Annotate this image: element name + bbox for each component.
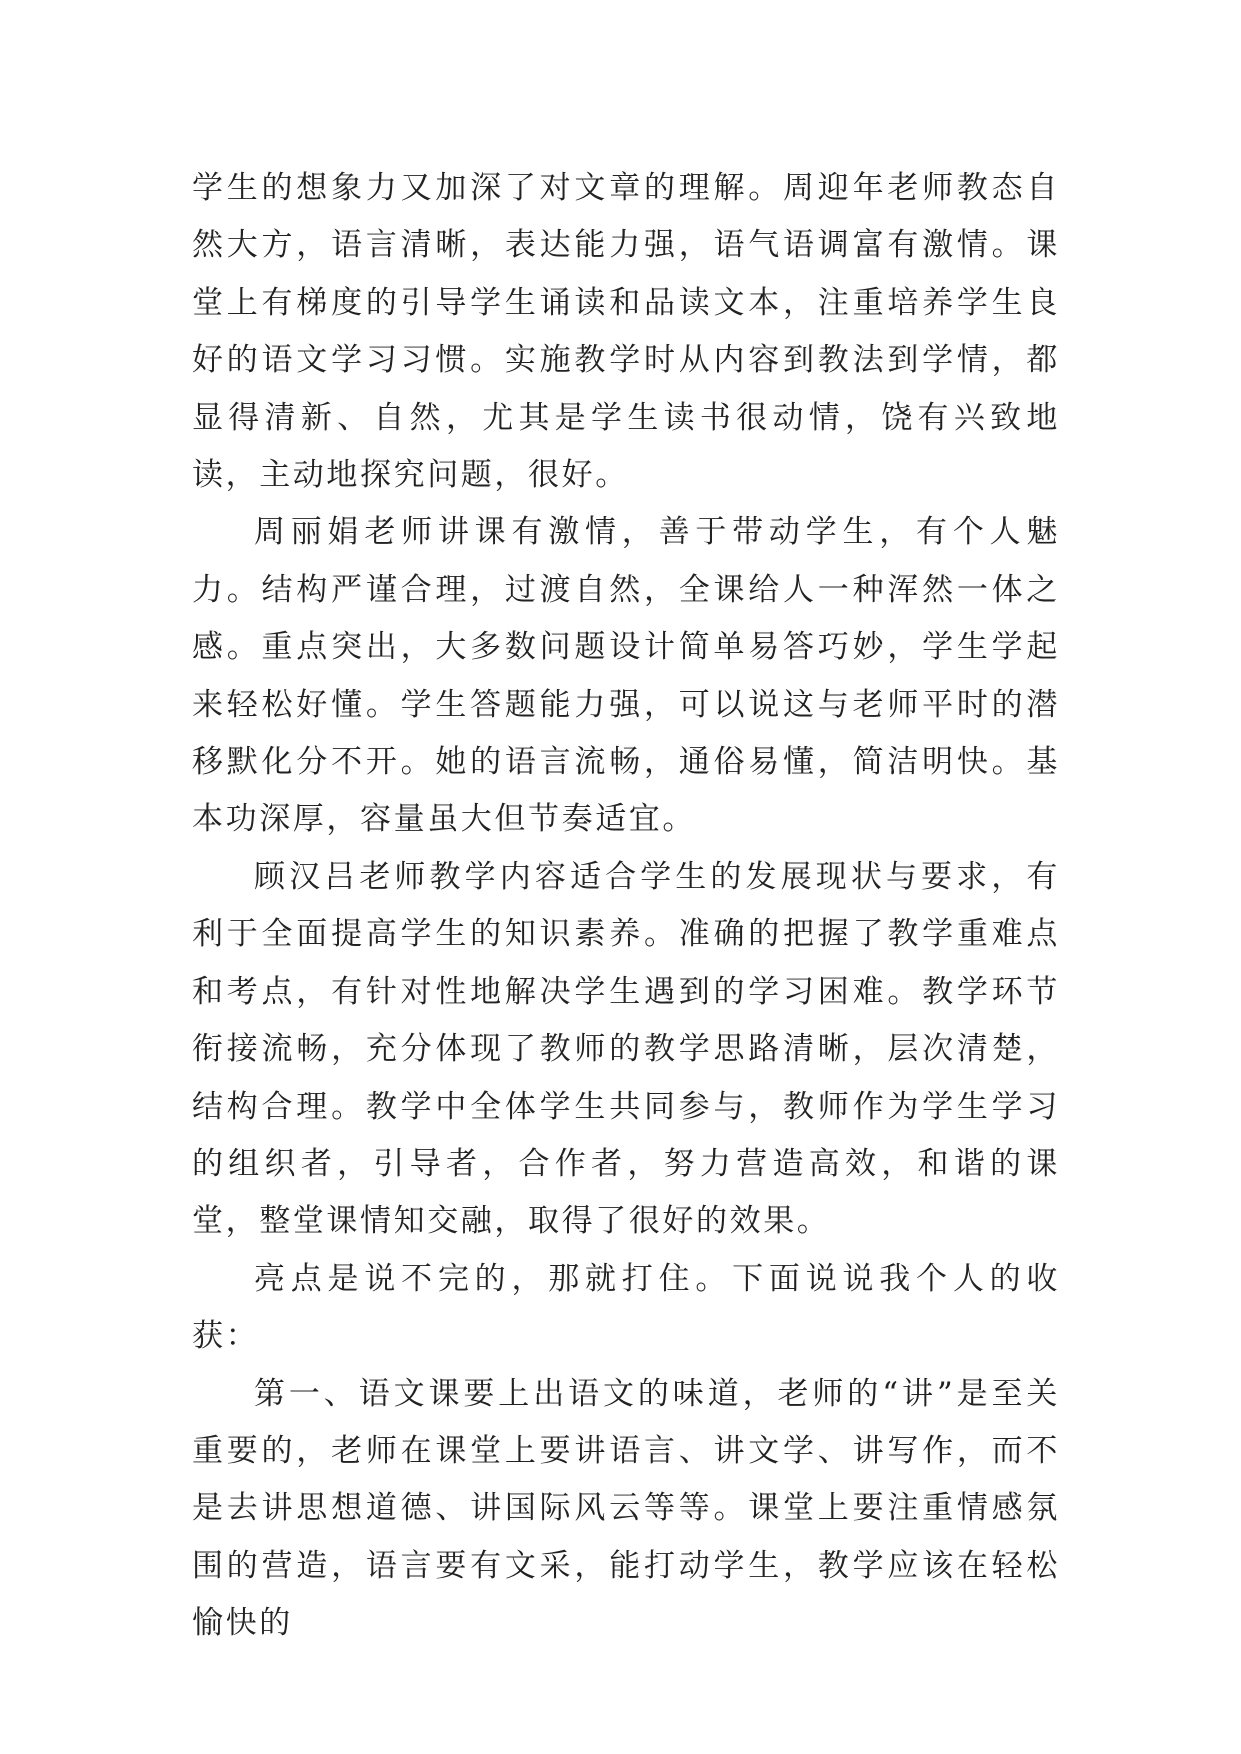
paragraph-2: 周丽娟老师讲课有激情，善于带动学生，有个人魅力。结构严谨合理，过渡自然，全课给人一种浑然一体之感。重点突出，大多数问题设计简单易答巧妙，学生学起来轻松好懂。学生答题能力强，可以说这与老师平时的潜移默化分不开。她的语言流畅，通俗易懂，简洁明快。基本功深厚，容量虽大但节奏适宜。	[192, 514, 1060, 838]
paragraph-5: 第一、语文课要上出语文的味道，老师的“讲”是至关重要的，老师在课堂上要讲语言、讲文学、讲写作，而不是去讲思想道德、讲国际风云等等。课堂上要注重情感氛围的营造，语言要有文采，能打动学生，教学应该在轻松愉快的	[192, 1375, 1060, 1642]
paragraph-3: 顾汉吕老师教学内容适合学生的发展现状与要求，有利于全面提高学生的知识素养。准确的把握了教学重难点和考点，有针对性地解决学生遇到的学习困难。教学环节衔接流畅，充分体现了教师的教学思路清晰，层次清楚，结构合理。教学中全体学生共同参与，教师作为学生学习的组织者，引导者，合作者，努力营造高效，和谐的课堂，整堂课情知交融，取得了很好的效果。	[192, 858, 1060, 1240]
document-body	[192, 160, 1060, 1653]
paragraph-4: 亮点是说不完的，那就打住。下面说说我个人的收获：	[192, 1260, 1060, 1355]
paragraph-1: 学生的想象力又加深了对文章的理解。周迎年老师教态自然大方，语言清晰，表达能力强，语气语调富有激情。课堂上有梯度的引导学生诵读和品读文本，注重培养学生良好的语文学习习惯。实施教学时从内容到教法到学情，都显得清新、自然，尤其是学生读书很动情，饶有兴致地读，主动地探究问题，很好。	[192, 170, 1060, 494]
